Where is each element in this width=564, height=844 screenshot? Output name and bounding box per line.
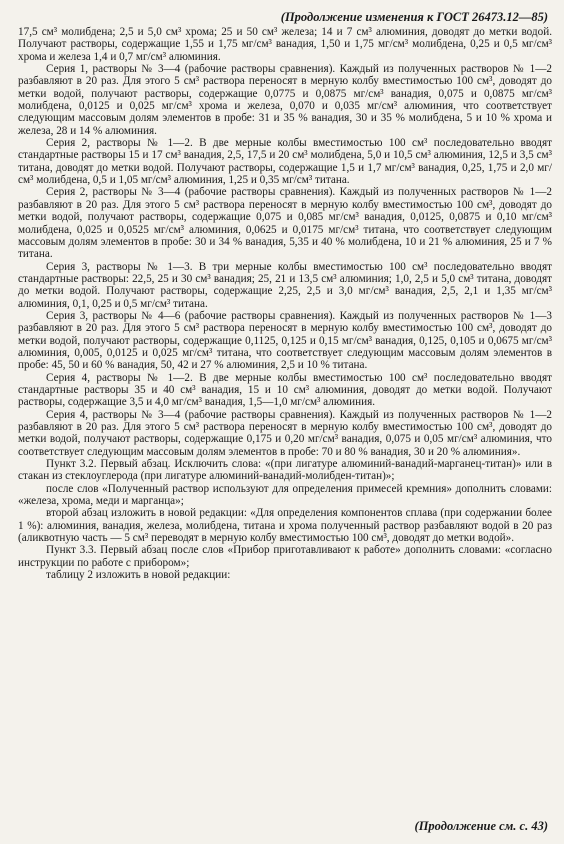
paragraph-series3-stock: Серия 3, растворы № 1—3. В три мерные колбы вместимостью 100 см³ последовательно вводят стандартные растворы: 22,5, 25 и 30 см³ ванадия; 25, 21 и 13,5 см³ алюминия; 1,0, 2,5 и 5,0 см³ титана, доводят до метки водой. Получают растворы, содержащие 2,25, 2,5 и 3,0 мг/см³ ванадия, 2,5, 2,1 и 1,35 мг/см³ алюминия, 0,1, 0,25 и 0,5 мг/см³ титана. [18, 260, 552, 310]
paragraph-series4-stock: Серия 4, растворы № 1—2. В две мерные колбы вместимостью 100 см³ последовательно вводят стандартные растворы 35 и 40 см³ ванадия, 15 и 10 см³ алюминия, доводят до метки водой. Получают растворы, содержащие 3,5 и 4,0 мг/см³ ванадия, 1,5—1,0 мг/см³ алюминия. [18, 371, 552, 409]
paragraph-clause-3-2-addition: после слов «Полученный раствор используют для определения примесей кремния» дополнить словами: «железа, хрома, меди и марганца»; [18, 482, 552, 508]
page-footer: (Продолжение см. с. 43) [414, 819, 548, 833]
paragraph-series2-stock: Серия 2, растворы № 1—2. В две мерные колбы вместимостью 100 см³ последовательно вводят стандартные растворы 15 и 17 см³ ванадия, 2,5, 17,5 и 20 см³ молибдена, 5,0 и 10,5 см³ алюминия, 12,5 и 3,5 см³ титана, доводят до метки водой. Получают растворы, содержащие 1,5 и 1,7 мг/см³ ванадия, 0,25, 1,75 и 2,0 мг/см³ молибдена, 0,5 и 1,05 мг/см³ алюминия, 1,25 и 0,35 мг/см³ титана. [18, 137, 552, 187]
paragraph-clause-3-3: Пункт 3.3. Первый абзац после слов «Прибор приготавливают к работе» дополнить словами: «согласно инструкции по работе с прибором»; [18, 544, 552, 569]
paragraph-clause-3-2: Пункт 3.2. Первый абзац. Исключить слова: «(при лигатуре алюминий-ванадий-марганец-титан)» или в стакан из стеклоуглерода (при лигатуре алюминий-ванадий-молибден-титан)»; [18, 458, 552, 483]
paragraph-series1-working: Серия 1, растворы № 3—4 (рабочие растворы сравнения). Каждый из полученных растворов № 1—2 разбавляют в 20 раз. Для этого 5 см³ раствора переносят в мерную колбу вместимостью 100 см³, доводят до метки водой, получают растворы, содержащие 0,0775 и 0,0875 мг/см³ ванадия, 0,075 и 0,0875 мг/см³ молибдена, 0,0125 и 0,025 мг/см³ хрома и железа, 0,070 и 0,035 мг/см³ алюминия, что соответствует следующим массовым долям элементов в пробе: 31 и 35 % ванадия, 30 и 35 % молибдена, 5 и 10 % хрома и железа, 28 и 14 % алюминия. [18, 63, 552, 137]
paragraph-series4-working: Серия 4, растворы № 3—4 (рабочие растворы сравнения). Каждый из полученных растворов № 1—2 разбавляют в 20 раз. Для этого 5 см³ раствора переносят в мерную колбу вместимостью 100 см³, доводят до метки водой, получают растворы, содержащие 0,175 и 0,20 мг/см³ ванадия, 0,075 и 0,05 мг/см³ алюминия, что соответствует следующим массовым долям элементов в пробе: 70 и 80 % ванадия, 30 и 20 % алюминия». [18, 408, 552, 458]
paragraph-series1-end: 17,5 см³ молибдена; 2,5 и 5,0 см³ хрома; 25 и 50 см³ железа; 14 и 7 см³ алюминия, доводят до метки водой. Получают растворы, содержащие 1,55 и 1,75 мг/см³ ванадия, 1,50 и 1,75 мг/см³ молибдена, 0,25 и 0,5 мг/см³ хрома и железа 1,4 и 0,7 мг/см³ алюминия. [18, 26, 552, 63]
paragraph-series2-working: Серия 2, растворы № 3—4 (рабочие растворы сравнения). Каждый из полученных растворов № 1—2 разбавляют в 20 раз. Для этого 5 см³ раствора переносят в мерную колбу вместимостью 100 см³, доводят до метки водой, получают растворы, содержащие 0,075 и 0,085 мг/см³ ванадия, 0,0125, 0,0875 и 0,10 мг/см³ молибдена, 0,025 и 0,0525 мг/см³ алюминия, 0,0625 и 0,0175 мг/см³ титана, что соответствует следующим массовым долям элементов в пробе: 30 и 34 % ванадия, 5,35 и 40 % молибдена, 10 и 21 % алюминия, 25 и 7 % титана. [18, 186, 552, 261]
page-header: (Продолжение изменения к ГОСТ 26473.12—85) [280, 10, 548, 24]
paragraph-series3-working: Серия 3, растворы № 4—6 (рабочие растворы сравнения). Каждый из полученных растворов № 1—3 разбавляют в 20 раз. Для этого 5 см³ раствора переносят в мерную колбу вместимостью 100 см³, доводят до метки водой, получают растворы, содержащие 0,1125, 0,125 и 0,15 мг/см³ ванадия, 0,125, 0,105 и 0,0675 мг/см³ алюминия, 0,005, 0,0125 и 0,025 мг/см³ титана, что соответствует следующим массовым долям элементов в пробе: 45, 50 и 60 % ванадия, 50, 42 и 27 % алюминия, 2,5 и 10 % титана. [18, 309, 552, 372]
document-body [18, 26, 552, 581]
paragraph-table-2: таблицу 2 изложить в новой редакции: [46, 569, 231, 582]
paragraph-clause-3-2-second: второй абзац изложить в новой редакции: «Для определения компонентов сплава (при содержании более 1 %): алюминия, ванадия, железа, молибдена, титана и хрома полученный раствор разбавляют водой в 20 раз (аликвотную часть — 5 см³ переводят в мерную колбу вместимостью 100 см³, доводят до метки водой». [18, 507, 552, 545]
